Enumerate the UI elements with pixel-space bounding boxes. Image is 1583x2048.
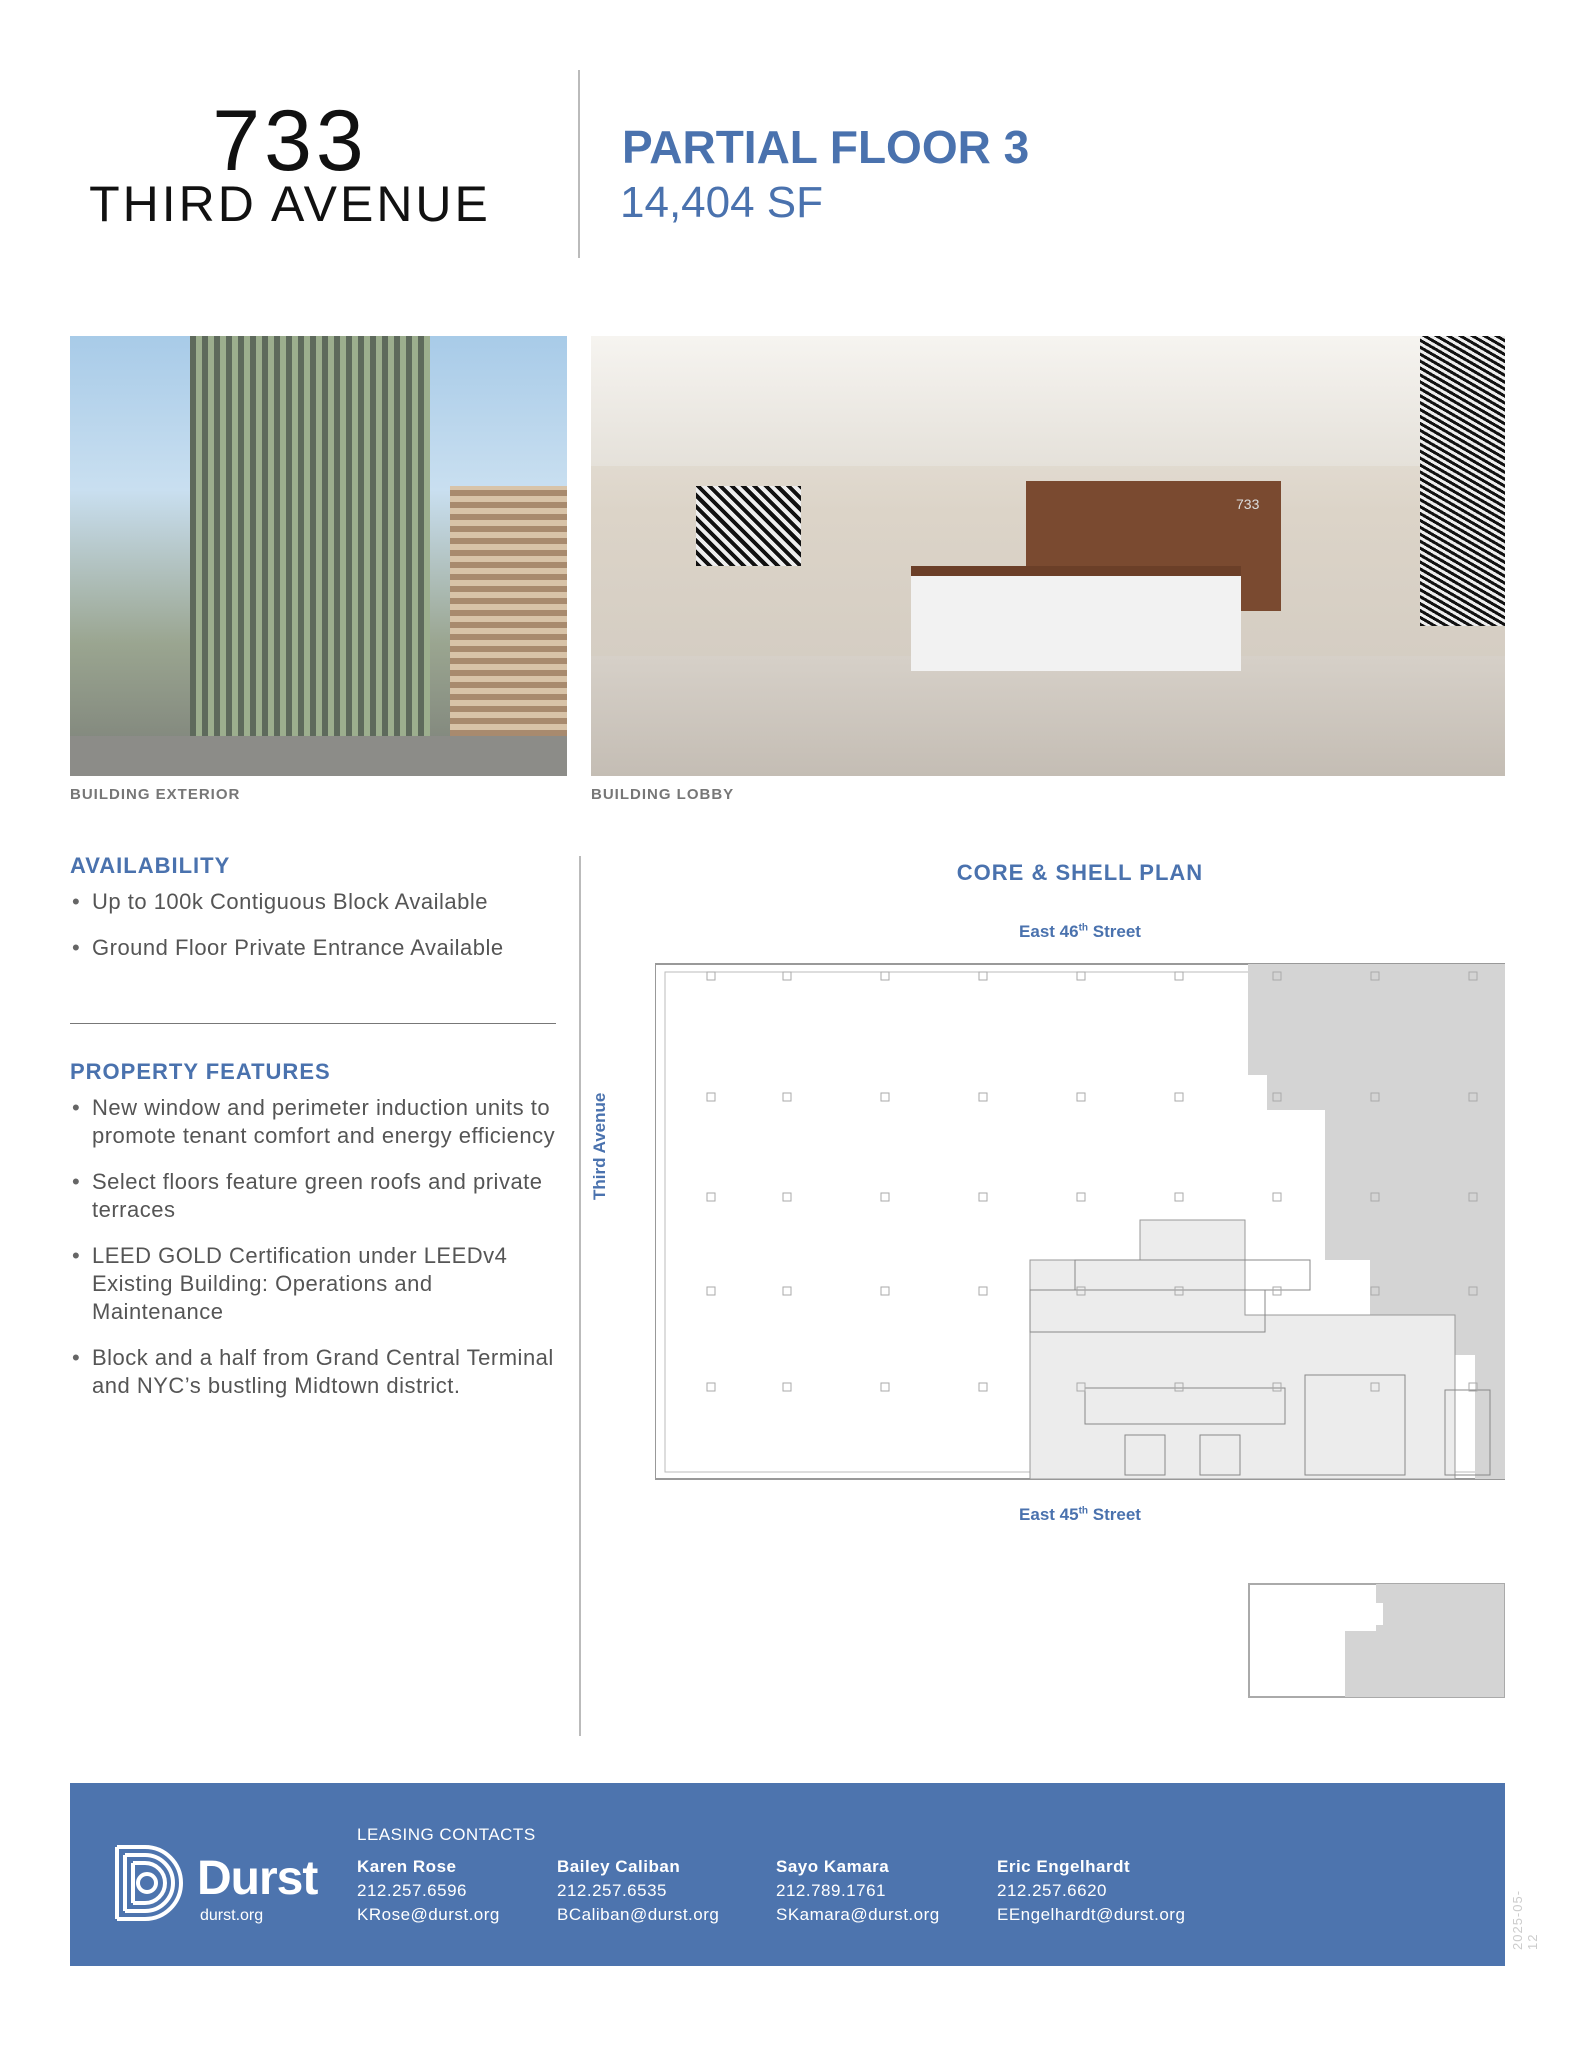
north-street-label: East 46th Street: [1019, 922, 1141, 941]
section-divider: [70, 1023, 556, 1024]
plan-title: CORE & SHELL PLAN: [956, 860, 1204, 885]
durst-logo-icon: [115, 1843, 195, 1923]
building-lobby-photo: [591, 336, 1505, 776]
logo-wordmark: Durst: [197, 1852, 318, 1905]
west-street-label: Third Avenue: [590, 1092, 609, 1200]
contact: Karen Rose 212.257.6596 KRose@durst.org: [357, 1857, 500, 1924]
footer: [70, 1783, 1505, 1966]
list-item: • Ground Floor Private Entrance Available: [70, 934, 560, 962]
features-list: [70, 1094, 560, 1418]
list-item: • Select floors feature green roofs and private terraces: [70, 1168, 560, 1224]
list-item: • Block and a half from Grand Central Terminal and NYC’s bustling Midtown district.: [70, 1344, 560, 1400]
date-stamp: 2025-05-12: [1510, 1889, 1540, 1950]
floor-title: PARTIAL FLOOR 3: [622, 121, 1030, 173]
exterior-caption: BUILDING EXTERIOR: [70, 786, 241, 803]
email-link[interactable]: EEngelhardt@durst.org: [997, 1905, 1186, 1924]
address-street: THIRD AVENUE: [89, 176, 491, 232]
lobby-sign: 733: [1236, 496, 1260, 512]
address-number: 733: [212, 93, 368, 189]
list-item: • New window and perimeter induction units to promote tenant comfort and energy efficiency: [70, 1094, 560, 1150]
availability-heading: AVAILABILITY: [70, 853, 231, 878]
availability-list: [70, 888, 560, 980]
logo-url[interactable]: durst.org: [200, 1907, 264, 1924]
contact: Eric Engelhardt 212.257.6620 EEngelhardt@durst.org: [997, 1857, 1186, 1924]
floor-plan: [655, 960, 1505, 1485]
email-link[interactable]: SKamara@durst.org: [776, 1905, 940, 1924]
contact: Bailey Caliban 212.257.6535 BCaliban@durst.org: [557, 1857, 720, 1924]
list-item: • LEED GOLD Certification under LEEDv4 Existing Building: Operations and Maintenance: [70, 1242, 560, 1326]
contact: Sayo Kamara 212.789.1761 SKamara@durst.org: [776, 1857, 940, 1924]
key-plan: [1248, 1583, 1505, 1698]
lobby-caption: BUILDING LOBBY: [591, 786, 735, 803]
header-divider: [578, 70, 580, 258]
list-item: • Up to 100k Contiguous Block Available: [70, 888, 560, 916]
email-link[interactable]: BCaliban@durst.org: [557, 1905, 720, 1924]
leasing-contacts-label: LEASING CONTACTS: [357, 1825, 536, 1844]
column-divider: [579, 856, 581, 1736]
south-street-label: East 45th Street: [1019, 1505, 1141, 1524]
floor-square-feet: 14,404 SF: [620, 178, 824, 227]
building-exterior-photo: [70, 336, 567, 776]
email-link[interactable]: KRose@durst.org: [357, 1905, 500, 1924]
features-heading: PROPERTY FEATURES: [70, 1059, 331, 1084]
